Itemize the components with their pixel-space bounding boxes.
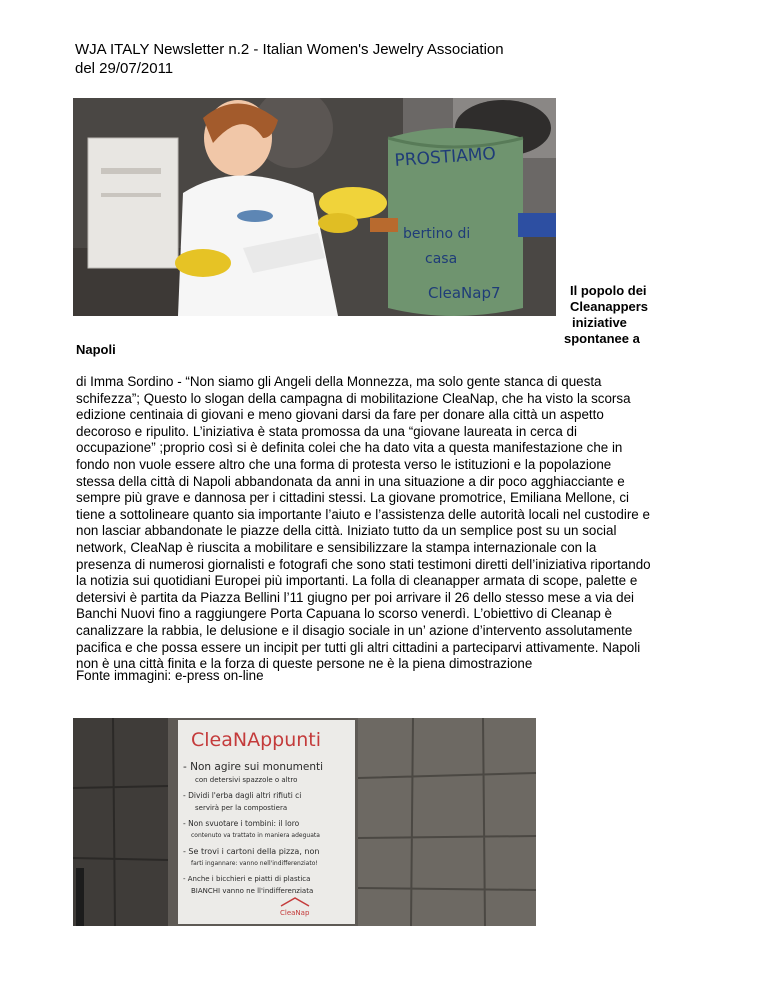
- sign-line: BIANCHI vanno ne ll'indifferenziata: [191, 887, 314, 895]
- bin-label-top: PROSTIAMO: [393, 143, 497, 171]
- article-line: sempre più grave e dannosa per i cittadini stessi. La giovane promotrice, Emiliana Mellone, ci: [76, 490, 630, 506]
- article-line: network, CleaNap è riuscita a mobilitare e sensibilizzare la stampa internazionale con la: [76, 539, 597, 555]
- sign-line: servirà per la compostiera: [195, 804, 288, 812]
- article-line: fondo non vuole essere altro che una forma di protesta verso le istituzioni e la popolazione: [76, 456, 612, 472]
- sign-line: con detersivi spazzole o altro: [195, 776, 298, 784]
- sign-line: - Anche i bicchieri e piatti di plastica: [183, 875, 311, 883]
- cleanappunti-sign-photo: [73, 718, 536, 926]
- article-line: tiene a sottolineare quanto sia importante l’aiuto e l’assistenza delle autorità locali nel custodire e: [76, 506, 650, 522]
- article-line: non è una città finita e la forza di queste persone ne è la piena dimostrazione: [76, 656, 533, 672]
- sign-line: - Non svuotare i tombini: il loro: [183, 819, 300, 828]
- article-line: canalizzare la rabbia, le delusione e il disagio sociale in un’ azione d’intervento assolutamente: [76, 622, 633, 638]
- article-line: Banchi Nuovi fino a raggiungere Porta Capuana lo scorso venerdì. L’obiettivo di Cleanap è: [76, 606, 612, 622]
- article-line: presenza di numerosi giornalisti e fotografi che sono stati testimoni diretti dell’iniziativa riportando: [76, 556, 651, 572]
- caption-location: Napoli: [76, 342, 116, 357]
- newsletter-header: [75, 40, 504, 78]
- article-line: edizione centinaia di giovani e meno giovani darsi da fare per donare alla città un aspetto: [76, 407, 604, 423]
- sign-line: - Se trovi i cartoni della pizza, non: [183, 847, 320, 856]
- article-line: pacifica e che possa essere un incipit per tutti gli altri cittadini a parteciparvi attivamente. Napoli: [76, 639, 641, 655]
- photo-caption: [560, 283, 664, 347]
- caption-line-2: Cleanappers: [570, 299, 649, 314]
- bin-label-line3: CleaNap7: [428, 284, 501, 302]
- bin-label-line2: casa: [425, 251, 458, 267]
- sign-logo: CleaNap: [280, 909, 310, 917]
- article-line: detersivi è partita da Piazza Bellini l’11 giugno per poi arrivare il 26 dello stesso mese a via dei: [76, 589, 634, 605]
- article-line: stessa della città di Napoli abbandonata da anni in una situazione a dir poco agghiacciante e: [76, 473, 625, 489]
- sign-line: - Non agire sui monumenti: [183, 761, 324, 773]
- bin-label-line1: bertino di: [403, 226, 471, 242]
- image-source: Fonte immagini: e-press on-line: [76, 668, 264, 683]
- cleanap-child-photo: [73, 98, 556, 316]
- sign-line: farti ingannare: vanno nell'indifferenziato!: [191, 860, 318, 867]
- article-body: [76, 374, 696, 673]
- caption-line-3: iniziative: [572, 315, 627, 330]
- article-line: schifezza”; Questo lo slogan della campagna di mobilitazione CleaNap, che ha visto la scorsa: [76, 390, 631, 406]
- sign-line: contenuto va trattato in maniera adeguata: [191, 832, 320, 839]
- sign-title: CleaNAppunti: [191, 729, 322, 751]
- article-line: non lasciar abbandonate le piazze della città. Iniziato tutto da un semplice post su un social: [76, 523, 617, 539]
- sign-line: - Dividi l'erba dagli altri rifiuti ci: [183, 791, 302, 800]
- article-line: la notizia sui quotidiani Europei più importanti. La folla di cleanapper armata di scope, palette e: [76, 573, 638, 589]
- caption-line-1: Il popolo dei: [570, 283, 647, 298]
- article-line: occupazione” ;proprio così si è definita colei che ha dato vita a questa manifestazione che in: [76, 440, 623, 456]
- header-title: WJA ITALY Newsletter n.2 - Italian Women's Jewelry Association: [75, 41, 504, 58]
- header-date: del 29/07/2011: [75, 60, 174, 77]
- caption-line-4: spontanee a: [564, 331, 640, 346]
- article-line: di Imma Sordino - “Non siamo gli Angeli della Monnezza, ma solo gente stanca di questa: [76, 374, 602, 389]
- article-line: decoroso e ripulito. L’iniziativa è stata promossa da una “giovane laureata in cerca di: [76, 423, 577, 439]
